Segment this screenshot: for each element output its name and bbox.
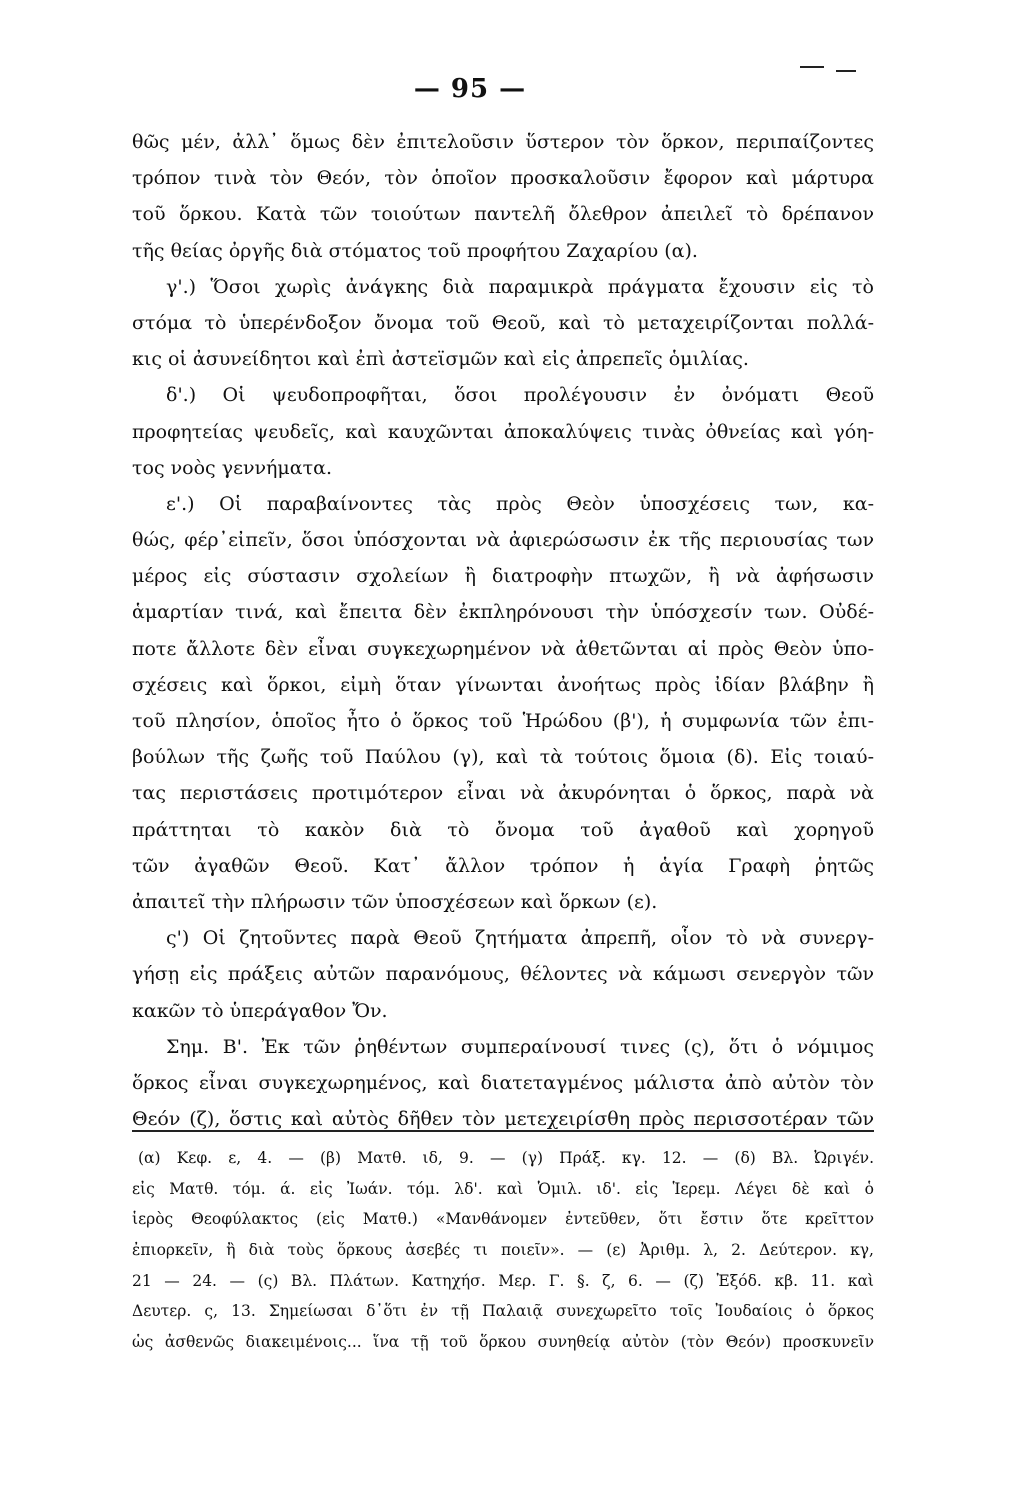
footnote-divider [132, 1130, 874, 1132]
text-line: προφητείας ψευδεῖς, καὶ καυχῶνται ἀποκαλύψεις τινὰς ὀθνείας καὶ γόη- [132, 420, 874, 443]
text-line: Σημ. Β'. Ἐκ τῶν ῥηθέντων συμπεραίνουσί τινες (ς), ὅτι ὁ νόμιμος [166, 1035, 874, 1058]
footnote-line: ὡς ἀσθενῶς διακειμένοις... ἵνα τῇ τοῦ ὅρκου συνηθείᾳ αὐτὸν (τὸν Θεόν) προσκυνεῖν [132, 1333, 874, 1352]
page-number: — 95 — [413, 74, 527, 104]
text-line: τος νοὸς γεννήματα. [132, 456, 332, 479]
text-line: βούλων τῆς ζωῆς τοῦ Παύλου (γ), καὶ τὰ τούτοις ὅμοια (δ). Εἰς τοιαύ- [132, 746, 874, 769]
footnote-line: Δευτερ. ς, 13. Σημείωσαι δ᾽ὅτι ἐν τῇ Παλαιᾷ συνεχωρεῖτο τοῖς Ἰουδαίοις ὁ ὅρκος [132, 1302, 874, 1321]
text-line: στόμα τὸ ὑπερένδοξον ὄνομα τοῦ Θεοῦ, καὶ τὸ μεταχειρίζονται πολλά- [132, 311, 874, 334]
text-line: ε'.) Οἱ παραβαίνοντες τὰς πρὸς Θεὸν ὑποσχέσεις των, κα- [166, 492, 874, 515]
text-line: τῆς θείας ὀργῆς διὰ στόματος τοῦ προφήτου Ζαχαρίου (α). [132, 239, 698, 262]
text-line: σχέσεις καὶ ὅρκοι, εἰμὴ ὅταν γίνωνται ἀνοήτως πρὸς ἰδίαν βλάβην ἢ [132, 673, 874, 696]
text-line: ποτε ἄλλοτε δὲν εἶναι συγκεχωρημένον νὰ ἀθετῶνται αἱ πρὸς Θεὸν ὑπο- [132, 637, 874, 660]
text-line: δ'.) Οἱ ψευδοπροφῆται, ὅσοι προλέγουσιν ἐν ὀνόματι Θεοῦ [166, 384, 874, 407]
text-line: κακῶν τὸ ὑπεράγαθον Ὄν. [132, 999, 388, 1022]
text-line: γ'.) Ὅσοι χωρὶς ἀνάγκης διὰ παραμικρὰ πράγματα ἔχουσιν εἰς τὸ [166, 275, 874, 298]
footnote-line: 21 — 24. — (ς) Βλ. Πλάτων. Κατηχήσ. Μερ. Γ. §. ζ, 6. — (ζ) Ἐξόδ. κβ. 11. καὶ [132, 1271, 874, 1290]
footnotes [132, 1143, 874, 1358]
text-line: ς') Οἱ ζητοῦντες παρὰ Θεοῦ ζητήματα ἀπρεπῆ, οἷον τὸ νὰ συνεργ- [166, 927, 874, 950]
text-line: Θεόν (ζ), ὅστις καὶ αὐτὸς δῆθεν τὸν μετεχειρίσθη πρὸς περισσοτέραν τῶν [132, 1108, 874, 1131]
text-line: ὅρκος εἶναι συγκεχωρημένος, καὶ διατεταγμένος μάλιστα ἀπὸ αὐτὸν τὸν [132, 1071, 874, 1094]
text-line: πράττηται τὸ κακὸν διὰ τὸ ὄνομα τοῦ ἀγαθοῦ καὶ χορηγοῦ [132, 818, 874, 841]
text-line: θώς, φέρ᾽εἰπεῖν, ὅσοι ὑπόσχονται νὰ ἀφιερώσωσιν ἐκ τῆς περιουσίας των [132, 529, 874, 552]
footnote-line: εἰς Ματθ. τόμ. ά. εἰς Ἰωάν. τόμ. λδ'. καὶ Ὁμιλ. ιδ'. εἰς Ἱερεμ. Λέγει δὲ καὶ ὁ [132, 1179, 874, 1198]
text-line: τοῦ πλησίον, ὁποῖος ἦτο ὁ ὅρκος τοῦ Ἡρώδου (β'), ἡ συμφωνία τῶν ἐπι- [132, 710, 874, 732]
footnote-line: ἐπιορκεῖν, ἢ διὰ τοὺς ὅρκους ἀσεβές τι ποιεῖν». — (ε) Ἀριθμ. λ, 2. Δεύτερον. κγ, [132, 1241, 874, 1260]
footnote-line: (α) Κεφ. ε, 4. — (β) Ματθ. ιδ, 9. — (γ) Πράξ. κγ. 12. — (δ) Βλ. Ὠριγέν. [138, 1149, 874, 1167]
text-line: τῶν ἀγαθῶν Θεοῦ. Κατ᾽ ἄλλον τρόπον ἡ ἁγία Γραφὴ ῥητῶς [132, 854, 874, 877]
text-line: γήσῃ εἰς πράξεις αὐτῶν παρανόμους, θέλοντες νὰ κάμωσι σενεργὸν τῶν [132, 963, 874, 986]
print-mark [836, 70, 856, 72]
text-line: μέρος εἰς σύστασιν σχολείων ἢ διατροφὴν πτωχῶν, ἢ νὰ ἀφήσωσιν [132, 565, 874, 588]
text-line: τας περιστάσεις προτιμότερον εἶναι νὰ ἀκυρόνηται ὁ ὅρκος, παρὰ νὰ [132, 782, 874, 805]
text-line: θῶς μέν, ἀλλ᾽ ὅμως δὲν ἐπιτελοῦσιν ὕστερον τὸν ὅρκον, περιπαίζοντες [132, 131, 874, 153]
text-line: ἀπαιτεῖ τὴν πλήρωσιν τῶν ὑποσχέσεων καὶ ὅρκων (ε). [132, 890, 658, 913]
text-line: ἁμαρτίαν τινά, καὶ ἔπειτα δὲν ἐκπληρόνουσι τὴν ὑπόσχεσίν των. Οὐδέ- [132, 601, 874, 624]
body-text [132, 124, 874, 1137]
footnote-line: ἱερὸς Θεοφύλακτος (εἰς Ματθ.) «Μανθάνομεν ἐντεῦθεν, ὅτι ἔστιν ὅτε κρεῖττον [132, 1210, 874, 1229]
text-line: κις οἱ ἀσυνείδητοι καὶ ἐπὶ ἀστεϊσμῶν καὶ εἰς ἀπρεπεῖς ὁμιλίας. [132, 348, 749, 371]
text-line: τοῦ ὅρκου. Κατὰ τῶν τοιούτων παντελῆ ὄλεθρον ἀπειλεῖ τὸ δρέπανον [132, 203, 874, 226]
print-mark [800, 66, 824, 68]
text-line: τρόπον τινὰ τὸν Θεόν, τὸν ὁποῖον προσκαλοῦσιν ἔφορον καὶ μάρτυρα [132, 167, 874, 190]
